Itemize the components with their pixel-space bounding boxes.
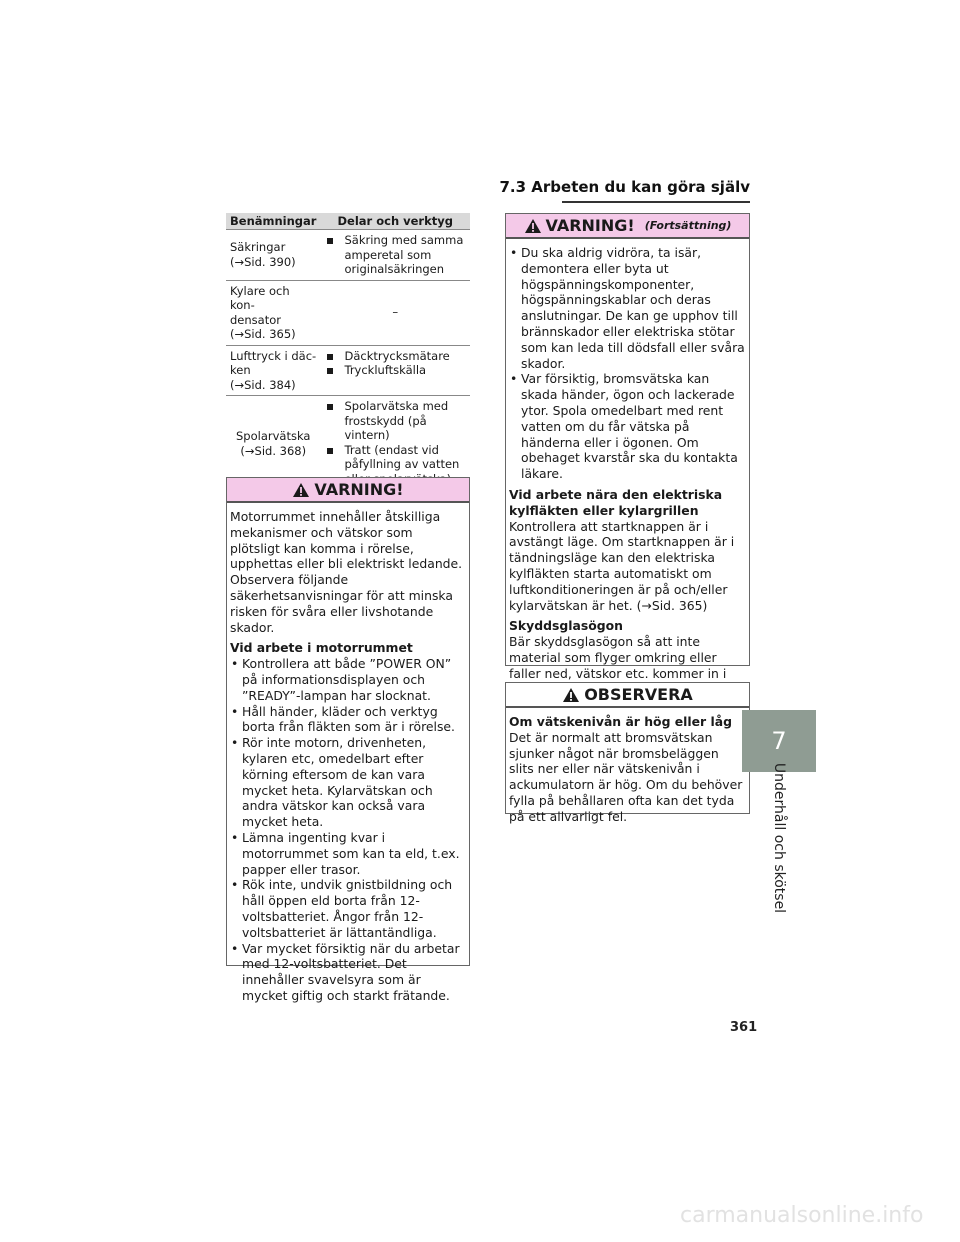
warning-subtitle: (Fortsättning) [644, 219, 732, 232]
warning-bullet-list [509, 245, 745, 482]
list-item: • Du ska aldrig vidröra, ta isär, demontera eller byta ut högspänningskomponenter, högspänningskablar och deras anslutningar. De kan ge upphov till brännskador eller elektriska stötar som kan leda till dödsfall eller svåra skador. [509, 245, 745, 371]
row-name: Kylare och kon- densator (→Sid. 365) [226, 280, 320, 345]
tool-item: Däcktrycksmätare [324, 349, 466, 364]
notice-header [506, 683, 749, 708]
notice-triangle-icon [562, 687, 580, 703]
notice-title: OBSERVERA [584, 685, 693, 704]
warning-box-engine [226, 477, 470, 1003]
warning-subheading: Skyddsglasögon [509, 618, 623, 634]
row-name: Lufttryck i däc- ken (→Sid. 384) [226, 345, 320, 396]
chapter-title: Underhåll och skötsel [771, 762, 787, 914]
tool-item: Tryckluftskälla [324, 363, 466, 378]
notice-subheading: Om vätskenivån är hög eller låg [509, 714, 732, 729]
row-name: Spolarvätska (→Sid. 368) [226, 396, 320, 492]
table-row [226, 345, 470, 396]
list-item: • Kontrollera att både ”POWER ON” på informationsdisplayen och ”READY”-lampan har slocknat. [230, 656, 465, 703]
warning-header [227, 478, 469, 503]
warning-subheading: Vid arbete nära den elektriska kylfläkten eller kylargrillen [509, 486, 723, 518]
warning-title: VARNING! [314, 480, 404, 499]
notice-paragraph: Det är normalt att bromsvätskan sjunker något när bromsbeläggen slits ner eller när vätskenivån i ackumulatorn är hög. Om du behöver fylla på behållaren ofta kan det tyda på ett allvarligt fel. [509, 729, 743, 824]
list-item: • Lämna ingenting kvar i motorrummet som kan ta eld, t.ex. papper eller trasor. [230, 830, 465, 877]
warning-subheading: Vid arbete i motorrummet [230, 640, 413, 656]
tool-item: Spolarvätska med frostskydd (på vintern) [324, 399, 466, 443]
chapter-tab: 7 [742, 710, 816, 772]
warning-title: VARNING! [545, 216, 635, 235]
column-header-names: Benämningar [226, 213, 320, 230]
parts-table [226, 213, 470, 492]
page-number: 361 [730, 1020, 758, 1035]
warning-paragraph: Bär skyddsglasögon så att inte material som flyger omkring eller faller ned, vätskor etc. kommer in i [509, 634, 727, 681]
warning-triangle-icon [524, 218, 542, 234]
column-header-tools: Delar och verktyg [320, 213, 470, 230]
notice-box [505, 682, 750, 824]
row-name: Säkringar (→Sid. 390) [226, 230, 320, 281]
warning-box-continued [505, 213, 750, 681]
table-row [226, 280, 470, 345]
warning-triangle-icon [292, 482, 310, 498]
header-divider [562, 201, 750, 203]
list-item: • Rör inte motorn, drivenheten, kylaren etc, omedelbart efter körning eftersom de kan vara mycket heta. Kylarvätskan och andra vätskor kan också vara mycket heta. [230, 735, 465, 830]
watermark: carmanualsonline.info [680, 1203, 924, 1228]
list-item: • Håll händer, kläder och verktyg borta från fläkten som är i rörelse. [230, 704, 465, 736]
list-item: • Rök inte, undvik gnistbildning och håll öppen eld borta från 12-voltsbatteriet. Ångor från 12-voltsbatteriet är lättantändliga. [230, 877, 465, 940]
warning-intro: Motorrummet innehåller åtskilliga mekanismer och vätskor som plötsligt kan komma i rörelse, upphettas eller bli elektriskt ledande. Observera följande säkerhetsanvisningar för att minska risken för svåra eller livshotande skador. [230, 509, 463, 635]
warning-paragraph: Kontrollera att startknappen är i avstängt läge. Om startknappen är i tändningsläge kan den elektriska kylfläkten starta automatiskt om luftkonditioneringen är på och/eller kylarvätskan är het. (→Sid. 365) [509, 518, 735, 613]
table-row [226, 230, 470, 281]
section-header: 7.3 Arbeten du kan göra själv [499, 178, 750, 196]
tool-item: Tratt (endast vid påfyllning av vatten [324, 443, 466, 487]
warning-bullet-list [230, 656, 465, 1004]
tool-item: Säkring med samma amperetal som originalsäkringen [324, 233, 466, 277]
list-item: • Var mycket försiktig när du arbetar med 12-voltsbatteriet. Det innehåller svavelsyra som är mycket giftig och starkt frätande. [230, 941, 465, 1004]
list-item: • Var försiktig, bromsvätska kan skada händer, ögon och lackerade ytor. Spola omedelbart med rent vatten om du får vätska på händerna eller i ögonen. Om obehaget kvarstår ska du kontakta läkare. [509, 371, 745, 482]
warning-header [506, 214, 749, 239]
tool-dash: – [320, 280, 470, 345]
